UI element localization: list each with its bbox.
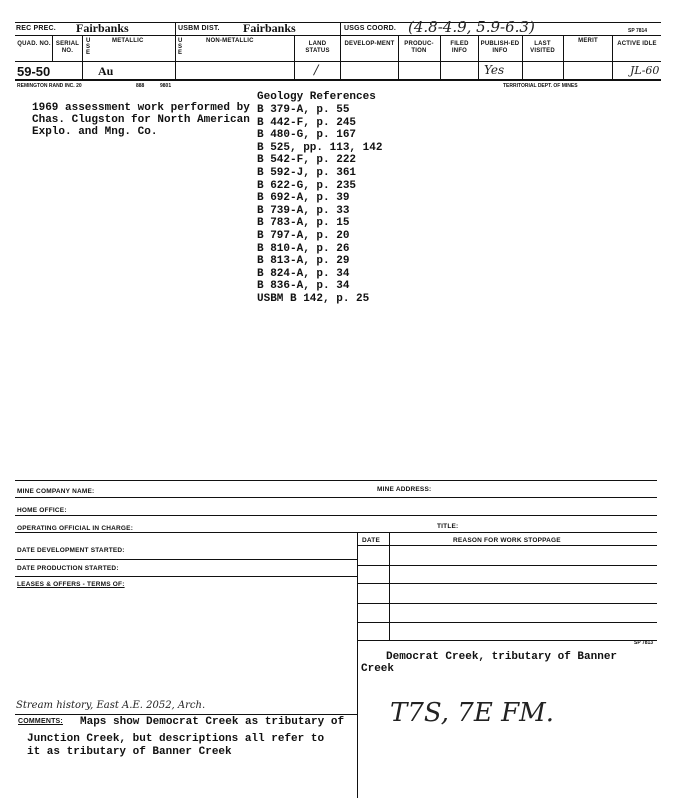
reference-item: B 739-A, p. 33	[257, 204, 350, 217]
published-info-value: Yes	[484, 63, 505, 77]
rule	[358, 622, 657, 623]
rule	[15, 576, 357, 577]
reference-item: B 813-A, p. 29	[257, 255, 350, 268]
rule	[15, 714, 357, 715]
active-idle-label: ACTIVE IDLE	[617, 41, 657, 47]
mine-company-label: MINE COMPANY NAME:	[17, 488, 95, 495]
reason-label: REASON FOR WORK STOPPAGE	[453, 537, 561, 544]
rule	[15, 61, 661, 62]
usgs-coord-label: USGS COORD.	[344, 25, 396, 32]
development-value: /	[314, 63, 319, 78]
rule	[294, 35, 295, 79]
printer-code-1: 888	[136, 83, 145, 89]
development-label: DEVELOP-MENT	[344, 41, 395, 47]
location-line-1: Democrat Creek, tributary of Banner	[386, 651, 618, 663]
handwritten-township: T7S, 7E FM.	[390, 698, 555, 728]
rule	[340, 22, 341, 79]
printer-text: REMINGTON RAND INC. 20	[17, 83, 82, 89]
reference-item: B 797-A, p. 20	[257, 230, 350, 242]
leases-label: LEASES & OFFERS - TERMS OF:	[17, 581, 125, 588]
rule	[358, 545, 657, 546]
comments-label: COMMENTS:	[18, 718, 63, 725]
rule	[15, 515, 657, 516]
nonmetallic-label: NON-METALLIC	[206, 38, 254, 44]
printer-code-2: 9801	[160, 83, 172, 89]
rec-prec-label: REC PREC.	[16, 25, 56, 32]
use-nonmetallic-label: U S E	[178, 38, 183, 56]
rule	[612, 35, 613, 79]
reference-item: B 480-G, p. 167	[257, 129, 357, 142]
usgs-coord-value: (4.8-4.9, 5.9-6.3)	[408, 18, 535, 36]
use-metallic-label: U S E	[86, 38, 91, 56]
home-office-label: HOME OFFICE:	[17, 507, 67, 514]
prod-started-label: DATE PRODUCTION STARTED:	[17, 565, 119, 572]
reference-item: B 810-A, p. 26	[257, 242, 350, 255]
reference-item: B 542-F, p. 222	[257, 154, 357, 167]
reference-item: B 622-G, p. 235	[257, 179, 357, 192]
reference-item: USBM B 142, p. 25	[257, 293, 370, 305]
rule	[15, 532, 657, 533]
reference-item: B 442-F, p. 245	[257, 116, 357, 129]
date-label: DATE	[362, 537, 381, 544]
rule	[358, 640, 657, 641]
operating-official-label: OPERATING OFFICIAL IN CHARGE:	[17, 525, 134, 532]
rule	[389, 532, 390, 640]
reference-item: B 379-A, p. 55	[257, 104, 350, 116]
assessment-line-2: Chas. Clugston for North American	[32, 114, 250, 126]
form-number: SP 7814	[628, 28, 648, 34]
references-heading: Geology References	[257, 91, 376, 103]
reference-item: B 836-A, p. 34	[257, 280, 350, 293]
territorial-text: TERRITORIAL DEPT. OF MINES	[503, 83, 578, 89]
production-label: PRODUC-TION	[404, 41, 434, 54]
land-status-label: LAND STATUS	[305, 41, 330, 54]
usbm-dist-value: Fairbanks	[243, 21, 296, 35]
rule	[357, 532, 358, 798]
active-idle-value: JL-60	[630, 64, 660, 77]
rule	[15, 480, 657, 481]
usbm-dist-label: USBM DIST.	[178, 25, 220, 32]
reference-item: B 692-A, p. 39	[257, 192, 350, 205]
published-info-label: PUBLISH-ED INFO	[480, 41, 520, 54]
title-label: TITLE:	[437, 523, 459, 530]
dev-started-label: DATE DEVELOPMENT STARTED:	[17, 547, 125, 554]
location-line-2: Creek	[361, 663, 395, 675]
assessment-line-1: 1969 assessment work performed by	[32, 102, 250, 114]
filed-info-label: FILED INFO	[450, 41, 469, 54]
last-visited-label: LAST VISITED	[530, 41, 555, 54]
comments-line-2: Junction Creek, but descriptions all refer to	[27, 733, 325, 745]
rule	[358, 565, 657, 566]
metallic-label: METALLIC	[112, 38, 144, 44]
rule	[15, 79, 661, 81]
rule	[358, 603, 657, 604]
merit-label: MERIT	[578, 38, 598, 44]
reference-item: B 592-J, p. 361	[257, 167, 357, 179]
rule	[175, 22, 176, 79]
quad-serial-value: 59-50	[17, 64, 51, 79]
comments-line-1: Maps show Democrat Creek as tributary of	[80, 716, 345, 728]
assessment-line-3: Explo. and Mng. Co.	[32, 126, 158, 138]
rule	[563, 35, 564, 79]
rule	[358, 583, 657, 584]
reference-item: B 525, pp. 113, 142	[257, 141, 383, 154]
form-code: SP 7813	[634, 640, 654, 646]
rule	[82, 35, 83, 79]
reference-item: B 783-A, p. 15	[257, 217, 350, 230]
comments-line-3: it as tributary of Banner Creek	[27, 746, 232, 758]
rule	[440, 35, 441, 79]
rec-prec-value: Fairbanks	[76, 21, 129, 35]
metallic-value: Au	[98, 64, 114, 78]
mine-address-label: MINE ADDRESS:	[377, 486, 432, 493]
quad-label: QUAD. NO.	[17, 41, 51, 47]
rule	[15, 497, 657, 498]
handwritten-reference: Stream history, East A.E. 2052, Arch.	[16, 700, 206, 711]
rule	[15, 559, 357, 560]
reference-item: B 824-A, p. 34	[257, 267, 350, 280]
serial-label: SERIAL NO.	[55, 41, 80, 54]
